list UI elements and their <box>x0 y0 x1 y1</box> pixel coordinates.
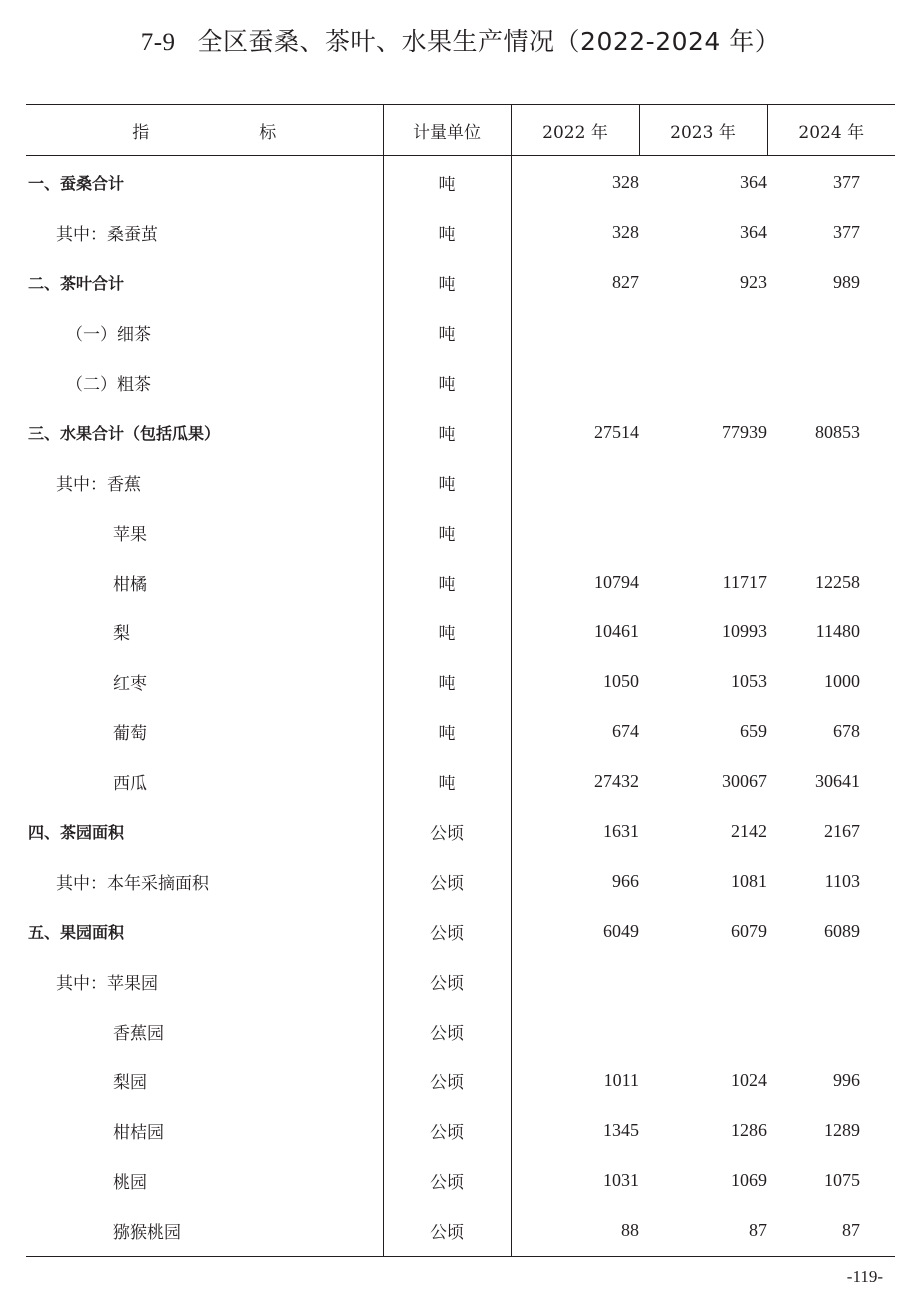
row-value-2024: 80853 <box>815 421 860 442</box>
row-unit: 吨 <box>383 208 511 258</box>
row-value-2023: 2142 <box>731 821 767 842</box>
row-unit: 吨 <box>383 657 511 707</box>
row-unit: 吨 <box>383 757 511 807</box>
table-row <box>26 258 895 308</box>
row-value-2024: 30641 <box>815 771 860 792</box>
table-row <box>26 1106 895 1156</box>
row-indicator-name: 其中：苹果园 <box>26 956 383 1006</box>
row-value-2024: 2167 <box>824 821 860 842</box>
row-indicator-name: 梨园 <box>26 1056 383 1106</box>
row-indicator-name: 葡萄 <box>26 707 383 757</box>
row-indicator-name: 西瓜 <box>26 757 383 807</box>
row-value-2022: 674 <box>612 721 639 742</box>
row-value-2022 <box>511 1006 639 1056</box>
row-indicator-name: 柑橘 <box>26 557 383 607</box>
row-unit: 公顷 <box>383 1106 511 1156</box>
row-value-2022: 10794 <box>594 571 639 592</box>
row-value-2024: 11480 <box>815 621 860 642</box>
table-row <box>26 1056 895 1106</box>
table-row <box>26 607 895 657</box>
row-value-2024: 989 <box>833 272 860 293</box>
row-value-2022: 27432 <box>594 771 639 792</box>
row-value-2023: 364 <box>740 172 767 193</box>
row-value-2022: 1345 <box>603 1120 639 1141</box>
row-value-2022 <box>511 358 639 408</box>
row-value-2023: 11717 <box>722 571 767 592</box>
row-value-2023: 1286 <box>731 1120 767 1141</box>
row-value-2023: 1053 <box>731 671 767 692</box>
row-value-2023: 10993 <box>722 621 767 642</box>
row-value-2024: 1103 <box>824 870 860 891</box>
row-indicator-name: （二）粗茶 <box>26 358 383 408</box>
row-value-2022 <box>511 308 639 358</box>
row-indicator-name: 二、茶叶合计 <box>26 258 383 308</box>
row-indicator-name: 其中：香蕉 <box>26 457 383 507</box>
table-row <box>26 1206 895 1256</box>
table-header-row <box>26 105 895 156</box>
row-value-2024 <box>767 507 895 557</box>
row-unit: 吨 <box>383 358 511 408</box>
table-number: 7-9 <box>140 29 176 56</box>
row-value-2023 <box>639 956 767 1006</box>
row-unit: 吨 <box>383 258 511 308</box>
row-value-2024 <box>767 1006 895 1056</box>
row-unit: 公顷 <box>383 1006 511 1056</box>
row-unit: 吨 <box>383 607 511 657</box>
row-value-2023: 1081 <box>731 870 767 891</box>
row-indicator-name: 其中：桑蚕茧 <box>26 208 383 258</box>
row-unit: 吨 <box>383 457 511 507</box>
row-indicator-name: （一）细茶 <box>26 308 383 358</box>
table-body <box>26 156 895 1257</box>
row-value-2022: 1631 <box>603 821 639 842</box>
row-unit: 吨 <box>383 507 511 557</box>
table-row <box>26 457 895 507</box>
row-value-2023 <box>639 358 767 408</box>
row-unit: 公顷 <box>383 1156 511 1206</box>
row-unit: 吨 <box>383 156 511 208</box>
row-value-2022: 6049 <box>603 920 639 941</box>
row-value-2022: 328 <box>612 172 639 193</box>
row-value-2023: 659 <box>740 721 767 742</box>
row-unit: 吨 <box>383 308 511 358</box>
table-row <box>26 956 895 1006</box>
table-row <box>26 707 895 757</box>
row-unit: 吨 <box>383 707 511 757</box>
table-row <box>26 807 895 857</box>
table-row <box>26 1006 895 1056</box>
row-unit: 公顷 <box>383 856 511 906</box>
row-indicator-name: 柑桔园 <box>26 1106 383 1156</box>
row-value-2024 <box>767 457 895 507</box>
row-indicator-name: 其中：本年采摘面积 <box>26 856 383 906</box>
row-indicator-name: 一、蚕桑合计 <box>26 156 383 208</box>
row-value-2022: 10461 <box>594 621 639 642</box>
page-title <box>0 22 921 58</box>
row-value-2024: 1075 <box>824 1170 860 1191</box>
row-value-2022: 1050 <box>603 671 639 692</box>
row-value-2024 <box>767 358 895 408</box>
row-value-2022: 827 <box>612 272 639 293</box>
row-value-2024: 1289 <box>824 1120 860 1141</box>
row-value-2022 <box>511 507 639 557</box>
row-value-2024: 6089 <box>824 920 860 941</box>
row-indicator-name: 三、水果合计（包括瓜果） <box>26 407 383 457</box>
header-unit: 计量单位 <box>383 105 511 156</box>
row-indicator-name: 红枣 <box>26 657 383 707</box>
table-row <box>26 906 895 956</box>
row-value-2024: 1000 <box>824 671 860 692</box>
row-indicator-name: 猕猴桃园 <box>26 1206 383 1256</box>
page-number: -119- <box>846 1267 883 1286</box>
row-indicator-name: 五、果园面积 <box>26 906 383 956</box>
row-value-2023: 30067 <box>722 771 767 792</box>
row-unit: 吨 <box>383 407 511 457</box>
row-value-2023: 364 <box>740 222 767 243</box>
statistics-table <box>26 104 895 1257</box>
row-value-2022: 1011 <box>603 1070 639 1091</box>
table-row <box>26 156 895 208</box>
table-row <box>26 1156 895 1206</box>
row-value-2022: 966 <box>612 870 639 891</box>
row-value-2023: 1069 <box>731 1170 767 1191</box>
table-row <box>26 407 895 457</box>
row-value-2023: 1024 <box>731 1070 767 1091</box>
row-value-2023: 923 <box>740 272 767 293</box>
header-year-2022: 2022 年 <box>511 105 639 156</box>
row-unit: 公顷 <box>383 956 511 1006</box>
row-unit: 公顷 <box>383 807 511 857</box>
row-value-2024: 377 <box>833 172 860 193</box>
row-value-2023 <box>639 507 767 557</box>
table-title-text: 全区蚕桑、茶叶、水果生产情况（2022-2024 年） <box>197 27 781 56</box>
row-indicator-name: 苹果 <box>26 507 383 557</box>
table-row <box>26 208 895 258</box>
table-row <box>26 856 895 906</box>
header-year-2023: 2023 年 <box>639 105 767 156</box>
table-row <box>26 557 895 607</box>
row-value-2022 <box>511 457 639 507</box>
row-unit: 公顷 <box>383 906 511 956</box>
header-indicator: 指 标 <box>26 105 383 156</box>
row-unit: 公顷 <box>383 1206 511 1256</box>
row-value-2024: 678 <box>833 721 860 742</box>
row-value-2022 <box>511 956 639 1006</box>
row-unit: 公顷 <box>383 1056 511 1106</box>
row-value-2024 <box>767 956 895 1006</box>
row-unit: 吨 <box>383 557 511 607</box>
row-value-2024: 87 <box>767 1206 895 1256</box>
row-value-2022: 27514 <box>594 421 639 442</box>
row-value-2022: 88 <box>511 1206 639 1256</box>
row-value-2024: 377 <box>833 222 860 243</box>
table-row <box>26 757 895 807</box>
table-row <box>26 657 895 707</box>
row-value-2023 <box>639 1006 767 1056</box>
row-value-2023: 77939 <box>722 421 767 442</box>
table-row <box>26 358 895 408</box>
table-row <box>26 507 895 557</box>
row-indicator-name: 梨 <box>26 607 383 657</box>
row-indicator-name: 香蕉园 <box>26 1006 383 1056</box>
row-value-2023 <box>639 308 767 358</box>
header-year-2024: 2024 年 <box>767 105 895 156</box>
row-indicator-name: 四、茶园面积 <box>26 807 383 857</box>
row-value-2023: 6079 <box>731 920 767 941</box>
row-value-2024: 12258 <box>815 571 860 592</box>
table-row <box>26 308 895 358</box>
row-value-2022: 1031 <box>603 1170 639 1191</box>
row-value-2023 <box>639 457 767 507</box>
row-value-2024: 996 <box>833 1070 860 1091</box>
row-value-2024 <box>767 308 895 358</box>
row-indicator-name: 桃园 <box>26 1156 383 1206</box>
row-value-2022: 328 <box>612 222 639 243</box>
row-value-2023: 87 <box>639 1206 767 1256</box>
